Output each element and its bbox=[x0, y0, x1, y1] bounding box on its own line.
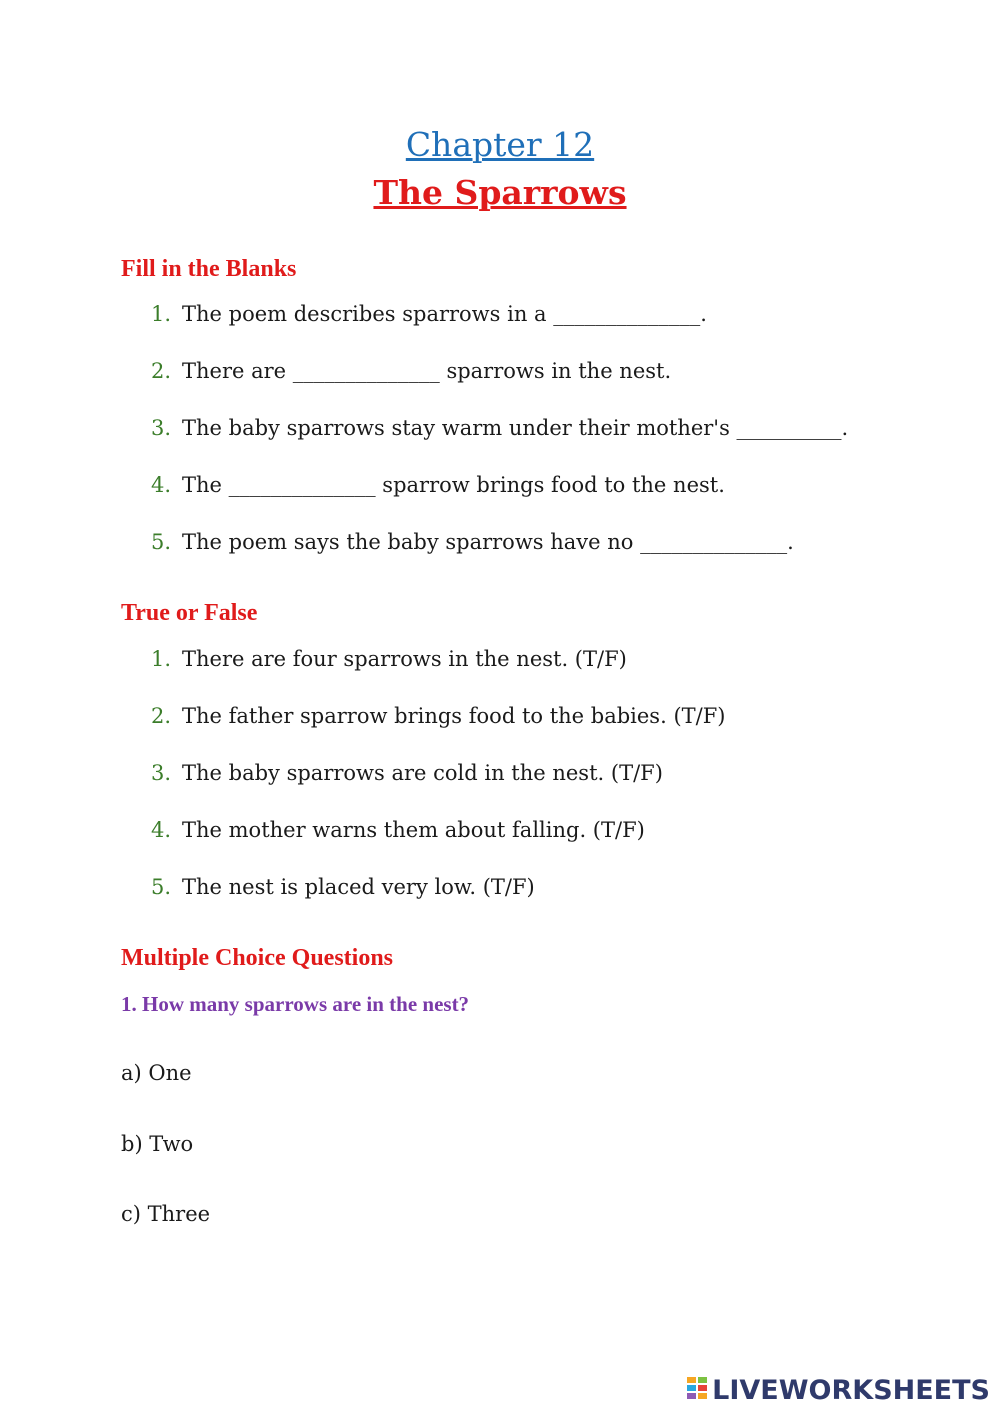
logo-text: LIVEWORKSHEETS bbox=[712, 1374, 990, 1406]
list-item bbox=[151, 643, 725, 700]
mcq-option-b: b) Two bbox=[121, 1132, 194, 1156]
item-number: 1. bbox=[151, 302, 172, 326]
true-false-list bbox=[151, 643, 725, 928]
mcq-option-a: a) One bbox=[121, 1061, 192, 1085]
question-text: The mother warns them about falling. (T/F) bbox=[182, 818, 645, 842]
list-item bbox=[151, 814, 725, 871]
item-number: 3. bbox=[151, 416, 172, 440]
item-number: 4. bbox=[151, 473, 172, 497]
list-item bbox=[151, 298, 848, 355]
question-text: The nest is placed very low. (T/F) bbox=[182, 875, 535, 899]
question-text: The ______________ sparrow brings food to the nest. bbox=[182, 473, 725, 497]
item-number: 5. bbox=[151, 530, 172, 554]
item-number: 2. bbox=[151, 704, 172, 728]
list-item bbox=[151, 871, 725, 928]
question-text: The poem describes sparrows in a ______________. bbox=[182, 302, 707, 326]
chapter-heading: Chapter 12 bbox=[405, 125, 595, 164]
question-text: There are four sparrows in the nest. (T/F) bbox=[182, 647, 627, 671]
item-number: 4. bbox=[151, 818, 172, 842]
mcq-option-c: c) Three bbox=[121, 1202, 211, 1226]
mcq-question: 1. How many sparrows are in the nest? bbox=[121, 992, 470, 1016]
list-item bbox=[151, 700, 725, 757]
question-text: The baby sparrows are cold in the nest. (T/F) bbox=[182, 761, 663, 785]
question-text: The baby sparrows stay warm under their mother's __________. bbox=[182, 416, 849, 440]
item-number: 5. bbox=[151, 875, 172, 899]
true-false-heading: True or False bbox=[121, 600, 258, 626]
question-text: The poem says the baby sparrows have no ______________. bbox=[182, 530, 794, 554]
question-text: The father sparrow brings food to the babies. (T/F) bbox=[182, 704, 726, 728]
item-number: 3. bbox=[151, 761, 172, 785]
list-item bbox=[151, 757, 725, 814]
mcq-heading: Multiple Choice Questions bbox=[121, 945, 394, 971]
fill-blanks-list bbox=[151, 298, 848, 583]
list-item bbox=[151, 469, 848, 526]
liveworksheets-icon bbox=[686, 1376, 708, 1404]
page-title: The Sparrows bbox=[373, 173, 627, 212]
item-number: 1. bbox=[151, 647, 172, 671]
fill-blanks-heading: Fill in the Blanks bbox=[121, 256, 297, 282]
liveworksheets-logo bbox=[686, 1372, 990, 1408]
list-item bbox=[151, 412, 848, 469]
item-number: 2. bbox=[151, 359, 172, 383]
question-text: There are ______________ sparrows in the nest. bbox=[182, 359, 672, 383]
list-item bbox=[151, 355, 848, 412]
list-item bbox=[151, 526, 848, 583]
